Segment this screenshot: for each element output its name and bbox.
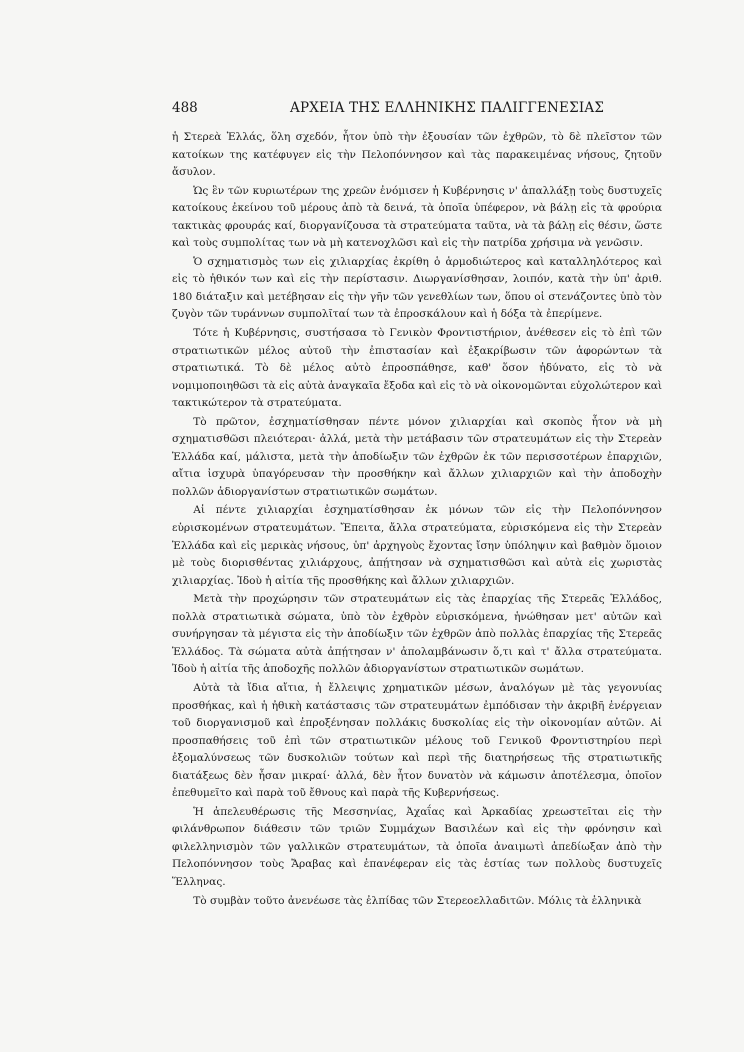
paragraph: Τὸ συμβὰν τοῦτο ἀνενέωσε τὰς ἐλπίδας τῶν Στερεοελλαδιτῶν. Μόλις τὰ ἑλληνικὰ bbox=[193, 894, 642, 907]
paragraph: Αὐτὰ τὰ ἴδια αἴτια, ἡ ἔλλειψις χρηματικῶν μέσων, ἀναλόγων μὲ τὰς γεγονυίας προσθήκας, καὶ ἡ ἠθικὴ κατάστασις τῶν στρατευμάτων ἐμπόδισαν τὴν ἀκριβῆ ἐνέργειαν τοῦ διοργανισμοῦ καὶ ἐπροξένησαν πολλάκις δυσκολίας εἰς τὴν οἰκονομίαν αὐτῶν. Αἱ προσπαθήσεις τοῦ ἐπὶ τῶν στρατιωτικῶν μέλους τοῦ Γενικοῦ Φροντιστηρίου περὶ ἐξομαλύνσεως τῶν δυσκολιῶν τούτων καὶ περὶ τῆς διατηρήσεως τῆς στρατιωτικῆς διατάξεως δὲν ἦσαν μικραί· ἀλλά, δὲν ἦτον δυνατὸν νὰ κάμωσιν ἀποτέλεσμα, ὁποῖον ἐπεθυμεῖτο καὶ παρὰ τοῦ ἔθνους καὶ παρὰ τῆς Κυβερνήσεως. bbox=[172, 681, 662, 800]
paragraph: Ὁ σχηματισμὸς των εἰς χιλιαρχίας ἐκρίθη ὁ ἁρμοδιώτερος καὶ καταλληλότερος καὶ εἰς τὸ ἠθικόν των καὶ εἰς τὴν περίστασιν. Διωργανίσθησαν, λοιπόν, κατὰ τὴν ὑπ' ἀριθ. 180 διάταξιν καὶ μετέβησαν εἰς τὴν γῆν τῶν γενεθλίων των, ὅπου οἱ στενάζοντες ὑπὸ τὸν ζυγὸν τῶν τυράννων συμπολῖταί των τὰ ἐπροσκάλουν καὶ ἡ δόξα τὰ ἐπερίμενε. bbox=[172, 255, 662, 321]
paragraph: Τὸ πρῶτον, ἐσχηματίσθησαν πέντε μόνον χιλιαρχίαι καὶ σκοπὸς ἦτον νὰ μὴ σχηματισθῶσι πλειότεραι· ἀλλά, μετὰ τὴν μετάβασιν τῶν στρατευμάτων εἰς τὴν Στερεὰν Ἑλλάδα καί, μάλιστα, μετὰ τὴν ἀποδίωξιν τῶν ἐχθρῶν ἐκ τῶν περισσοτέρων ἐπαρχιῶν, αἴτια ἰσχυρὰ ὑπαγόρευσαν τὴν προσθήκην καὶ ἄλλων χιλιαρχιῶν καὶ τὴν ἀποδοχὴν πολλῶν ἀδιοργανίστων στρατιωτικῶν σωμάτων. bbox=[172, 415, 662, 498]
page-number: 488 bbox=[172, 100, 198, 116]
paragraph: Μετὰ τὴν προχώρησιν τῶν στρατευμάτων εἰς τὰς ἐπαρχίας τῆς Στερεᾶς Ἑλλάδος, πολλὰ στρατιωτικὰ σώματα, ὑπὸ τὸν ἐχθρὸν εὑρισκόμενα, ἡνώθησαν μετ' αὐτῶν καὶ συνήργησαν τὰ μέγιστα εἰς τὴν ἀποδίωξιν τῶν ἐχθρῶν ἀπὸ πολλὰς ἐπαρχίας τῆς Στερεᾶς Ἑλλάδος. Τὰ σώματα αὐτὰ ἀπῄτησαν ν' ἀπολαμβάνωσιν ὅ,τι καὶ τ' ἄλλα στρατεύματα. Ἰδοὺ ἡ αἰτία τῆς ἀποδοχῆς πολλῶν ἀδιοργανίστων στρατιωτικῶν σωμάτων. bbox=[172, 593, 662, 676]
paragraph: ἡ Στερεὰ Ἑλλάς, ὅλη σχεδόν, ἦτον ὑπὸ τὴν ἐξουσίαν τῶν ἐχθρῶν, τὸ δὲ πλεῖστον τῶν κατοίκων της κατέφυγεν εἰς τὴν Πελοπόννησον καὶ τὰς παρακειμένας νήσους, ζητοῦν ἄσυλον. bbox=[172, 131, 662, 179]
body-text bbox=[172, 129, 662, 910]
running-title: ΑΡΧΕΙΑ ΤΗΣ ΕΛΛΗΝΙΚΗΣ ΠΑΛΙΓΓΕΝΕΣΙΑΣ bbox=[290, 100, 605, 116]
page-header bbox=[172, 100, 662, 124]
paragraph: Αἱ πέντε χιλιαρχίαι ἐσχηματίσθησαν ἐκ μόνων τῶν εἰς τὴν Πελοπόννησον εὑρισκομένων στρατευμάτων. Ἔπειτα, ἄλλα στρατεύματα, εὑρισκόμενα εἰς τὴν Στερεὰν Ἑλλάδα καὶ εἰς μερικὰς νήσους, ὑπ' ἀρχηγοὺς ἔχοντας ἴσην ὑπόληψιν καὶ βαθμὸν ὅμοιον μὲ τοὺς διορισθέντας χιλιάρχους, ἀπῄτησαν νὰ σχηματισθῶσι καὶ αὐτὰ εἰς χωριστὰς χιλιαρχίας. Ἰδοὺ ἡ αἰτία τῆς προσθήκης καὶ ἄλλων χιλιαρχιῶν. bbox=[172, 504, 662, 587]
paragraph: Ἡ ἀπελευθέρωσις τῆς Μεσσηνίας, Ἀχαΐας καὶ Ἀρκαδίας χρεωστεῖται εἰς τὴν φιλάνθρωπον διάθεσιν τῶν τριῶν Συμμάχων Βασιλέων καὶ εἰς τὴν φρόνησιν καὶ φιλελληνισμὸν τῶν γαλλικῶν στρατευμάτων, τὰ ὁποῖα ἀναιμωτὶ ἀπεδίωξαν ἀπὸ τὴν Πελοπόννησον τοὺς Ἄραβας καὶ ἐπανέφεραν εἰς τὰς ἑστίας των πολλοὺς δυστυχεῖς Ἕλληνας. bbox=[172, 805, 662, 888]
paragraph: Ὡς ἓν τῶν κυριωτέρων της χρεῶν ἐνόμισεν ἡ Κυβέρνησις ν' ἀπαλλάξῃ τοὺς δυστυχεῖς κατοίκους ἐκείνου τοῦ μέρους ἀπὸ τὰ δεινά, τὰ ὁποῖα ὑπέφερον, νὰ βάλῃ εἰς τὰ φρούρια τακτικὰς φρουράς καί, διοργανίζουσα τὰ στρατεύματα ταῦτα, νὰ τὰ βάλῃ εἰς θέσιν, ὥστε καὶ τοὺς συμπολίτας των νὰ μὴ κατενοχλῶσι καὶ εἰς τὴν πατρίδα χρήσιμα νὰ γενῶσιν. bbox=[172, 184, 662, 250]
paragraph: Τότε ἡ Κυβέρνησις, συστήσασα τὸ Γενικὸν Φροντιστήριον, ἀνέθεσεν εἰς τὸ ἐπὶ τῶν στρατιωτικῶν μέλος αὐτοῦ τὴν ἐπιστασίαν καὶ ἐξακρίβωσιν τῶν ἀφορώντων τὰ στρατιωτικά. Τὸ δὲ μέλος αὐτὸ ἐπροσπάθησε, καθ' ὅσον ἠδύνατο, εἰς τὸ νὰ νομιμοποιηθῶσι τὰ εἰς αὐτὰ ἀναγκαῖα ἔξοδα καὶ εἰς τὸ νὰ οἰκονομῶνται εὐχολώτερον καὶ τακτικώτερον τὰ στρατεύματα. bbox=[172, 327, 662, 410]
